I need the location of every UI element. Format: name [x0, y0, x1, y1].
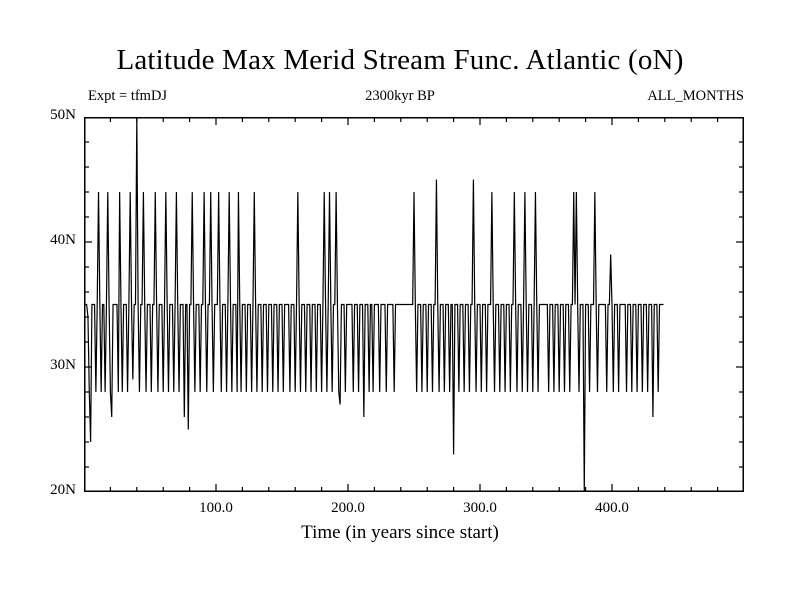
period-label: 2300kyr BP: [365, 88, 435, 104]
x-tick-label: 100.0: [199, 500, 233, 516]
plot-area: [84, 117, 744, 492]
x-tick-label: 200.0: [331, 500, 365, 516]
x-tick-label: 400.0: [595, 500, 629, 516]
page-title: Latitude Max Merid Stream Func. Atlantic (oN): [116, 44, 684, 76]
y-tick-label: 30N: [50, 357, 76, 373]
months-label: ALL_MONTHS: [647, 88, 744, 104]
y-tick-label: 40N: [50, 232, 76, 248]
y-tick-label: 50N: [50, 107, 76, 123]
y-tick-label: 20N: [50, 482, 76, 498]
experiment-label: Expt = tfmDJ: [88, 88, 168, 104]
x-tick-label: 300.0: [463, 500, 497, 516]
x-axis-title: Time (in years since start): [301, 522, 499, 543]
data-series-line: [85, 117, 663, 492]
